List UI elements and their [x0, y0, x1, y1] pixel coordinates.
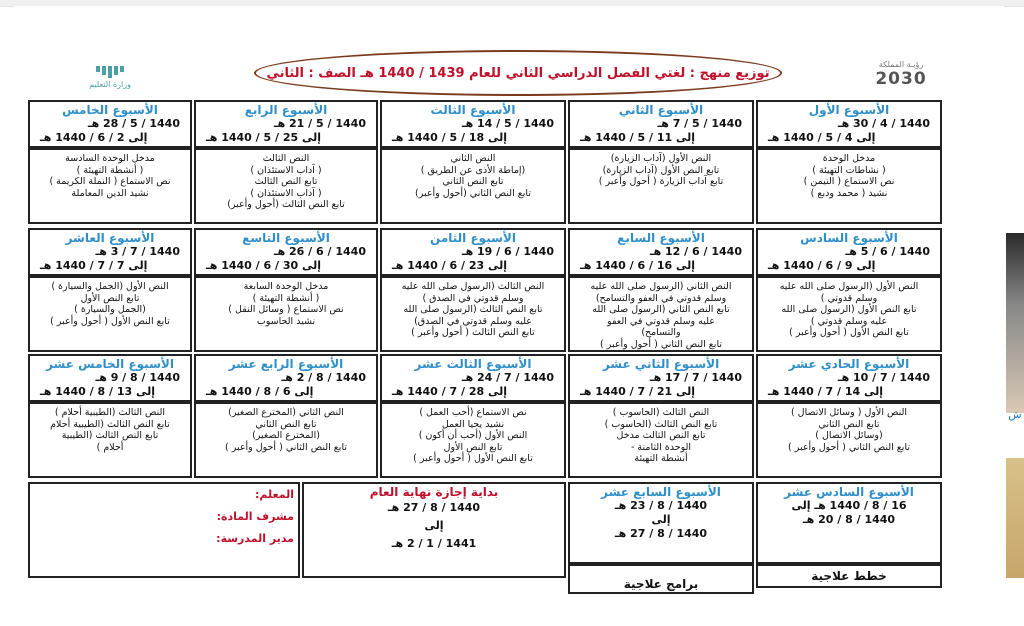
- lesson-line: نص الاستماع ( وسائل النقل ): [228, 304, 344, 315]
- lesson-line: (وسائل الاتصال ): [815, 430, 883, 441]
- lesson-line: تابع النص الثاني: [818, 418, 880, 430]
- week-end-date: إلى 16 / 6 / 1440 هـ: [580, 259, 696, 272]
- lesson-line: النص الثالث (الحاسوب ): [612, 407, 710, 418]
- week-end-date: إلى 30 / 6 / 1440 هـ: [206, 259, 322, 272]
- signatures-cell: [28, 482, 300, 578]
- lesson-line: أنشطة التهيئة: [634, 453, 688, 464]
- week-end-date: إلى 21 / 7 / 1440 هـ: [580, 385, 696, 398]
- lesson-line: الوحدة الثامنة -: [630, 441, 692, 453]
- lesson-line: وسلم قدوتي في العفو والتسامح): [595, 292, 727, 304]
- week-header-cell: [568, 228, 754, 276]
- week-end-date: إلى 25 / 5 / 1440 هـ: [206, 131, 322, 144]
- week-start-date: 1440 / 7 / 10 هـ: [837, 371, 930, 384]
- lesson-line: تابع النص الثالث (الطيبية أحلام: [50, 418, 170, 430]
- week-content-cell: [756, 148, 942, 224]
- week-start-date: 1440 / 8 / 9 هـ: [95, 371, 180, 384]
- week-title: الأسبوع الثامن: [430, 231, 516, 245]
- vision-logo-caption: رؤيـة المملكة: [878, 60, 924, 69]
- week-content-cell: [194, 402, 378, 478]
- week-start-date: 1440 / 6 / 26 هـ: [273, 245, 366, 258]
- lesson-line: تابع النص الثاني: [442, 176, 504, 187]
- week-content-cell: [568, 276, 754, 352]
- lesson-line: ( أنشطة التهيئة ): [252, 292, 320, 304]
- lesson-line: تابع النص الأول: [443, 441, 503, 453]
- lesson-line: أحلام ): [96, 441, 124, 453]
- vacation-date-line: إلى: [424, 519, 444, 532]
- week-title: الأسبوع العاشر: [65, 231, 155, 245]
- logo-bars-icon: [82, 66, 138, 78]
- week-content-cell: [28, 402, 192, 478]
- week-title: الأسبوع السابع عشر: [601, 485, 721, 499]
- week-title: الأسبوع السادس عشر: [784, 485, 914, 499]
- lesson-line: (المخترع الصغير): [252, 430, 320, 441]
- week-title: الأسبوع الخامس: [62, 103, 158, 117]
- lesson-line: مدخل الوحدة السادسة: [65, 153, 155, 164]
- lesson-line: النص الأول (آداب الزيارة): [610, 153, 712, 164]
- week-date-line: 1440 / 8 / 27 هـ: [614, 527, 708, 540]
- week-header-cell: [28, 228, 192, 276]
- lesson-line: نص الاستماع (أحب العمل ): [419, 407, 527, 418]
- lesson-line: تابع النص الثالث (الطيبية: [61, 430, 159, 441]
- lesson-line: النص الثاني (الرسول صلى الله عليه: [590, 281, 732, 292]
- week-end-date: إلى 4 / 5 / 1440 هـ: [768, 131, 876, 144]
- lesson-line: تابع النص الثالث: [254, 176, 318, 187]
- vision-2030-logo: [870, 60, 932, 92]
- lesson-line: ( نشاطات التهيئة ): [812, 164, 886, 176]
- week-start-date: 1440 / 5 / 21 هـ: [273, 117, 366, 130]
- remedial-plans-cell: [756, 564, 942, 588]
- week-end-date: إلى 28 / 7 / 1440 هـ: [392, 385, 508, 398]
- week-content-cell: [194, 276, 378, 352]
- ministry-logo-text: وزارة التعليم: [89, 80, 131, 89]
- lesson-line: ( آداب الاستئذان ): [250, 164, 322, 176]
- side-thumbnail-image-2: [1006, 458, 1024, 578]
- week-header-cell: [380, 100, 566, 148]
- lesson-line: تابع النص الثاني ( أحول وأعبر ): [225, 441, 347, 453]
- signature-principal-label: مدير المدرسة:: [216, 532, 294, 545]
- week-title: الأسبوع الخامس عشر: [46, 357, 174, 371]
- week-title: الأسبوع التاسع: [242, 231, 330, 245]
- lesson-line: النص الأول (الجمل والسيارة ): [51, 281, 169, 292]
- lesson-line: نص الاستماع ( التيمن ): [803, 176, 895, 187]
- week-content-cell: [194, 148, 378, 224]
- week-start-date: 1440 / 7 / 17 هـ: [649, 371, 742, 384]
- week-end-date: إلى 7 / 7 / 1440 هـ: [40, 259, 148, 272]
- week-start-date: 1440 / 6 / 5 هـ: [845, 245, 930, 258]
- week-header-cell: [194, 354, 378, 402]
- lesson-line: النص الأول (الرسول صلى الله عليه: [779, 281, 919, 292]
- lesson-line: (الجمل والسيارة ): [74, 304, 146, 315]
- week-title: الأسبوع الثاني: [618, 103, 704, 117]
- week-title: الأسبوع السادس: [800, 231, 898, 245]
- lesson-line: النص الثالث (الطيبية أحلام ): [54, 407, 166, 418]
- lesson-line: (إماطة الأذى عن الطريق ): [420, 164, 526, 176]
- ministry-logo: [82, 66, 138, 96]
- lesson-line: تابع النص الثاني (أحول وأعبر): [415, 187, 531, 199]
- page-title: توزيع منهج : لغتي الفصل الدراسي الثاني للعام 1439 / 1440 هـ الصف : الثاني: [254, 50, 782, 96]
- week-content-cell: [756, 402, 942, 478]
- lesson-line: النص الثالث: [262, 153, 310, 164]
- week-end-date: إلى 13 / 8 / 1440 هـ: [40, 385, 156, 398]
- lesson-line: تابع النص الثالث (الرسول صلى الله: [403, 304, 543, 315]
- week-start-date: 1440 / 5 / 7 هـ: [657, 117, 742, 130]
- vacation-date-line: 1441 / 1 / 2 هـ: [391, 537, 477, 550]
- week-header-cell: [28, 354, 192, 402]
- lesson-line: وسلم قدوتي في الصدق ): [422, 292, 524, 304]
- week-header-cell: [194, 228, 378, 276]
- lesson-line: تابع النص الثالث (أحول وأعبر): [227, 199, 345, 210]
- side-text: ش: [1008, 408, 1022, 421]
- week-end-date: إلى 9 / 6 / 1440 هـ: [768, 259, 876, 272]
- week-start-date: 1440 / 5 / 14 هـ: [461, 117, 554, 130]
- remedial-programs-cell: [568, 564, 754, 594]
- week-header-cell: [568, 354, 754, 402]
- lesson-line: والتسامح): [641, 327, 681, 338]
- week-end-date: إلى 6 / 8 / 1440 هـ: [206, 385, 314, 398]
- lesson-line: تابع النص الأول (آداب الزيارة): [602, 164, 720, 176]
- lesson-line: النص الثاني (المخترع الصغير): [228, 407, 344, 418]
- lesson-line: تابع النص الثاني (الرسول صلى الله: [592, 304, 730, 315]
- remedial-plans-label: خطط علاجية: [811, 569, 887, 583]
- week-content-cell: [28, 148, 192, 224]
- lesson-line: نص الاستماع ( النملة الكريمة ): [49, 176, 171, 187]
- week16-cell: [756, 482, 942, 564]
- lesson-line: نشيد الحاسوب: [256, 315, 316, 327]
- lesson-line: ( آداب الاستئذان ): [250, 187, 322, 199]
- lesson-line: تابع النص الثالث (الحاسوب ): [604, 418, 718, 430]
- week-start-date: 1440 / 4 / 30 هـ: [837, 117, 930, 130]
- lesson-line: نشيد ( محمد ودبع ): [810, 187, 888, 199]
- lesson-line: تابع النص الثالث مدخل: [616, 430, 706, 441]
- week-content-cell: [380, 148, 566, 224]
- lesson-line: مدخل الوحدة السابعة: [243, 281, 329, 292]
- week-date-line: 16 / 8 / 1440 هـ إلى: [791, 499, 907, 512]
- week-header-cell: [380, 354, 566, 402]
- lesson-line: تابع النص الأول: [80, 292, 140, 304]
- vacation-date-line: 1440 / 8 / 27 هـ: [387, 501, 481, 514]
- week17-cell: [568, 482, 754, 564]
- week-start-date: 1440 / 7 / 3 هـ: [95, 245, 180, 258]
- week-title: الأسبوع السابع: [617, 231, 705, 245]
- lesson-line: عليه وسلم قدوتي ): [810, 315, 888, 327]
- week-content-cell: [756, 276, 942, 352]
- schedule-table: [28, 100, 978, 598]
- week-content-cell: [568, 402, 754, 478]
- week-end-date: إلى 2 / 6 / 1440 هـ: [40, 131, 148, 144]
- vacation-cell: [302, 482, 566, 578]
- lesson-line: تابع النص الأول ( أحول وأعبر ): [789, 327, 909, 338]
- week-date-line: إلى: [651, 513, 671, 526]
- lesson-line: ( أنشطة التهيئة ): [76, 164, 144, 176]
- vacation-title: بداية إجازة نهاية العام: [369, 485, 499, 499]
- week-title: الأسبوع الثالث: [430, 103, 516, 117]
- lesson-line: تابع النص الثاني: [255, 418, 317, 430]
- week-title: الأسبوع الثالث عشر: [414, 357, 532, 371]
- week-date-line: 1440 / 8 / 20 هـ: [802, 513, 896, 526]
- lesson-line: النص الأول (أحب أن أكون ): [418, 430, 528, 441]
- lesson-line: وسلم قدوتي ): [820, 292, 878, 304]
- week-content-cell: [380, 402, 566, 478]
- signature-supervisor-label: مشرف المادة:: [216, 510, 294, 523]
- side-thumbnail-image: [1006, 233, 1024, 413]
- signature-teacher-label: المعلم:: [255, 488, 294, 501]
- week-content-cell: [380, 276, 566, 352]
- lesson-line: تابع النص الثاني ( أحول وأعبر ): [788, 441, 910, 453]
- lesson-line: النص الأول ( وسائل الاتصال ): [790, 407, 908, 418]
- lesson-line: عليه وسلم قدوتي في الصدق): [414, 315, 532, 327]
- week-start-date: 1440 / 8 / 2 هـ: [281, 371, 366, 384]
- lesson-line: تابع النص الأول (الرسول صلى الله: [781, 304, 917, 315]
- week-start-date: 1440 / 5 / 28 هـ: [87, 117, 180, 130]
- lesson-line: تابع آداب الزيارة ( أحول وأعبر ): [598, 176, 724, 187]
- week-header-cell: [28, 100, 192, 148]
- lesson-line: نشيد يحيا العمل: [441, 418, 505, 430]
- week-header-cell: [756, 100, 942, 148]
- week-header-cell: [756, 228, 942, 276]
- week-end-date: إلى 23 / 6 / 1440 هـ: [392, 259, 508, 272]
- week-title: الأسبوع الرابع عشر: [228, 357, 344, 371]
- week-title: الأسبوع الحادي عشر: [788, 357, 910, 371]
- week-content-cell: [28, 276, 192, 352]
- week-title: الأسبوع الرابع: [244, 103, 328, 117]
- remedial-programs-label: برامج علاجية: [623, 577, 699, 591]
- week-start-date: 1440 / 6 / 19 هـ: [461, 245, 554, 258]
- lesson-line: النص الثالث (الرسول صلى الله عليه: [401, 281, 545, 292]
- week-start-date: 1440 / 6 / 12 هـ: [649, 245, 742, 258]
- week-title: الأسبوع الثاني عشر: [602, 357, 720, 371]
- lesson-line: عليه وسلم قدوتي في العفو: [607, 315, 715, 327]
- week-end-date: إلى 18 / 5 / 1440 هـ: [392, 131, 508, 144]
- week-start-date: 1440 / 7 / 24 هـ: [461, 371, 554, 384]
- week-header-cell: [194, 100, 378, 148]
- lesson-line: تابع النص الثالث ( أحول وأعبر ): [411, 327, 535, 338]
- week-end-date: إلى 11 / 5 / 1440 هـ: [580, 131, 696, 144]
- week-title: الأسبوع الأول: [808, 103, 890, 117]
- week-end-date: إلى 14 / 7 / 1440 هـ: [768, 385, 884, 398]
- lesson-line: تابع النص الأول ( أحول وأعبر ): [413, 453, 533, 464]
- week-header-cell: [756, 354, 942, 402]
- lesson-line: مدخل الوحدة: [822, 153, 876, 164]
- week-content-cell: [568, 148, 754, 224]
- week-header-cell: [568, 100, 754, 148]
- week-date-line: 1440 / 8 / 23 هـ: [614, 499, 708, 512]
- lesson-line: تابع النص الثاني ( أحول وأعبر ): [600, 338, 722, 350]
- vision-logo-year: 2030: [875, 69, 927, 89]
- lesson-line: النص الثاني: [450, 153, 496, 164]
- lesson-line: تابع النص الأول ( أحول وأعبر ): [50, 315, 170, 327]
- lesson-line: نشيد الدين المعاملة: [71, 187, 149, 199]
- week-header-cell: [380, 228, 566, 276]
